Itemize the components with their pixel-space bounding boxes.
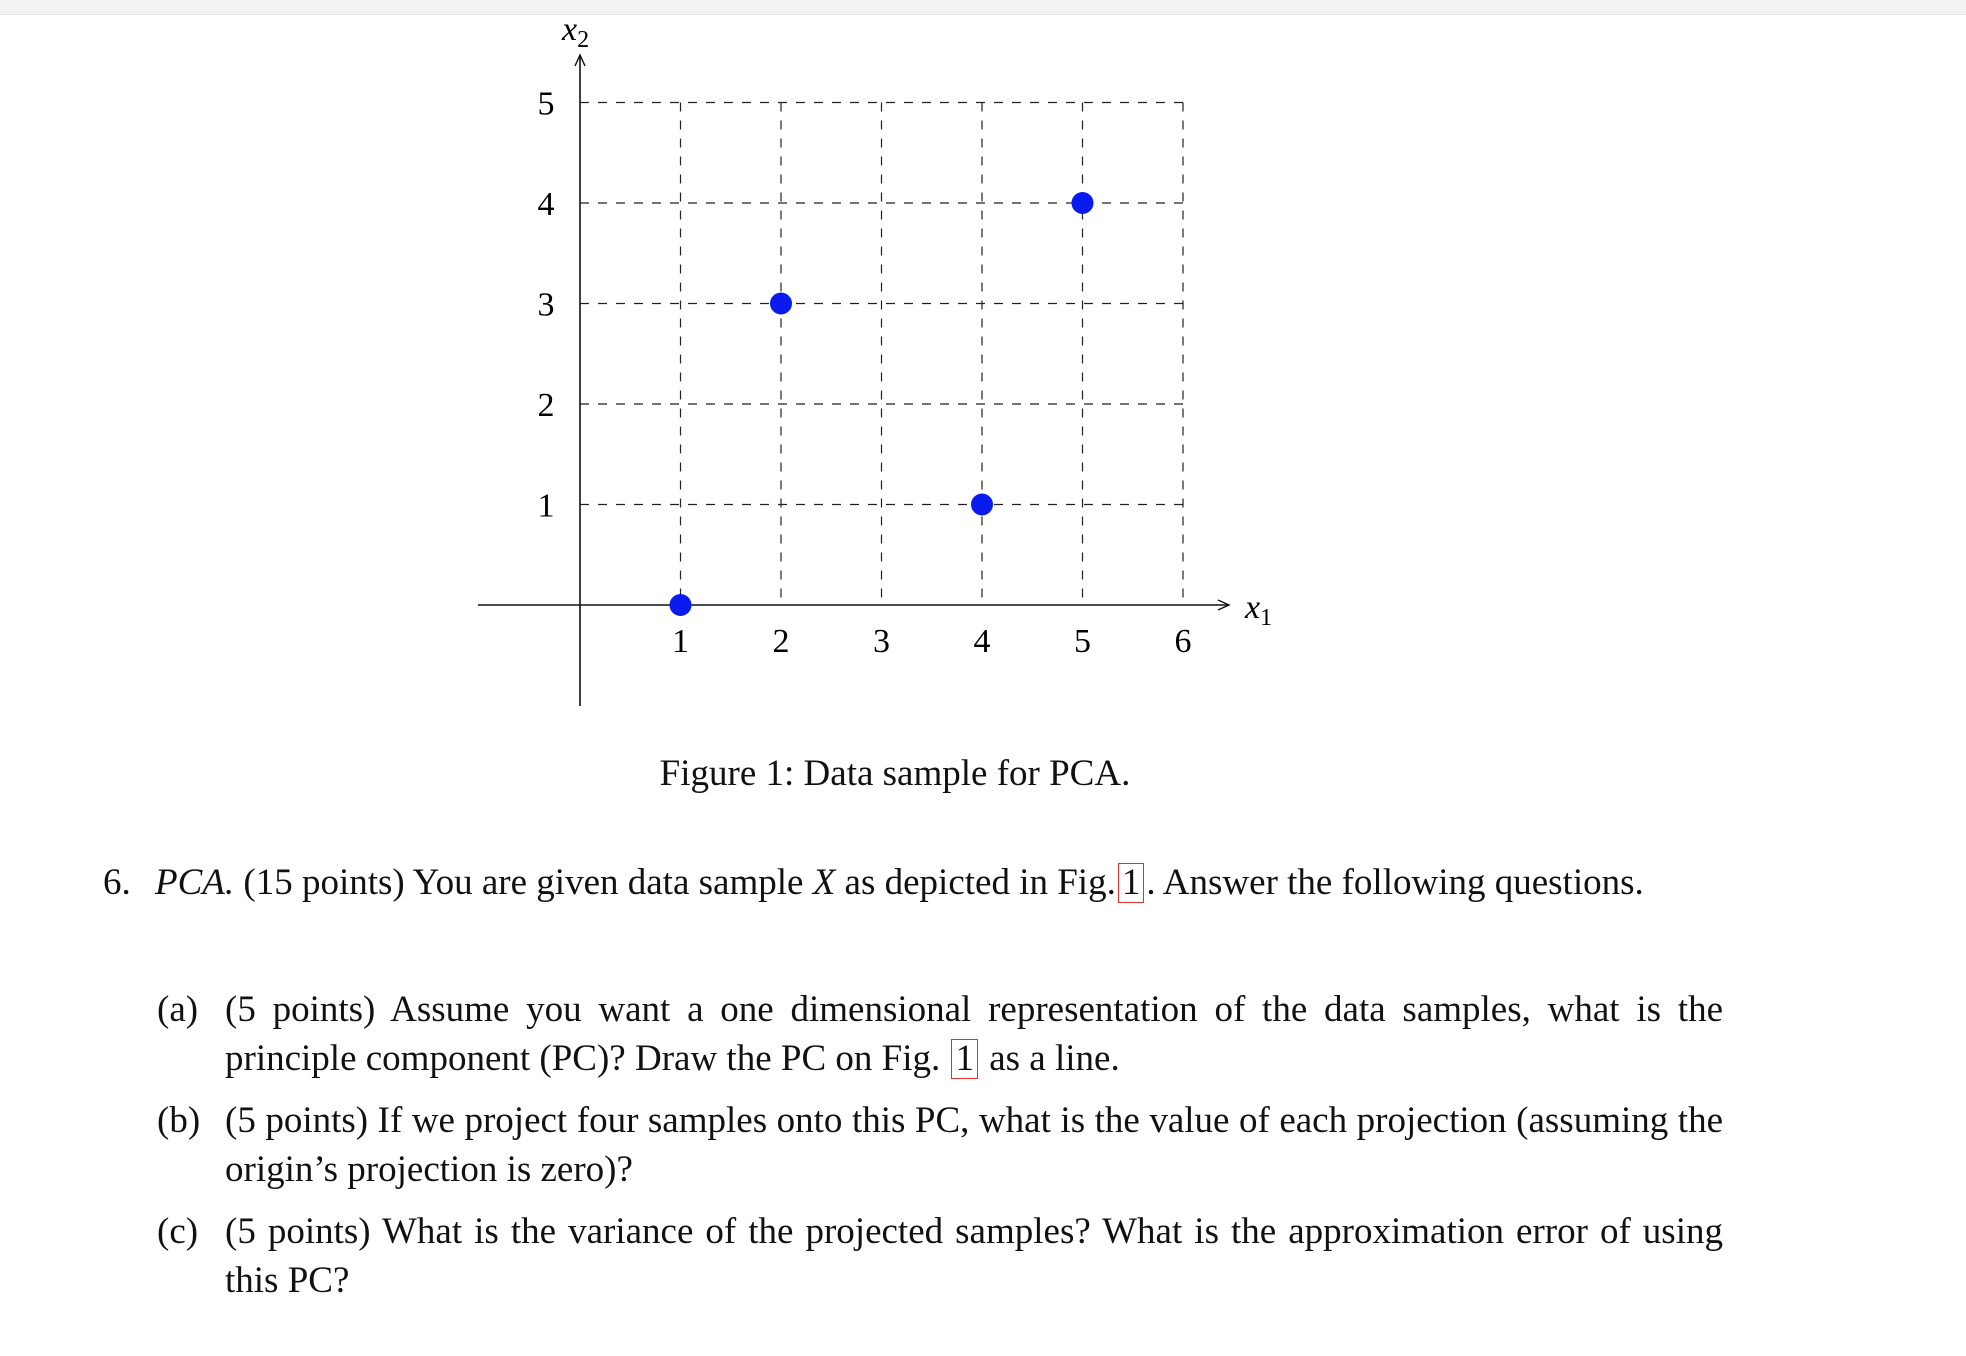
y-tick-label: 4 xyxy=(537,186,555,223)
axes xyxy=(478,11,1272,706)
subquestion-b xyxy=(157,1096,1723,1194)
data-point xyxy=(1072,192,1094,214)
question-text-3: . Answer the following questions. xyxy=(1146,862,1644,903)
x-tick-label: 4 xyxy=(973,623,991,660)
figure-reference-link[interactable]: 1 xyxy=(951,1039,978,1079)
subquestion-text: (5 points) What is the variance of the projected samples? What is the approximation error of using this PC? xyxy=(225,1211,1723,1301)
question-number: 6. xyxy=(103,862,131,903)
question-variable: X xyxy=(812,862,836,903)
x-tick-label: 2 xyxy=(772,623,790,660)
subquestion-a xyxy=(157,985,1723,1083)
y-tick-label: 2 xyxy=(537,387,555,424)
figure-caption: Figure 1: Data sample for PCA. xyxy=(659,753,1131,794)
subquestion-label: (b) xyxy=(157,1100,201,1141)
data-point xyxy=(670,594,692,616)
figure-reference-link[interactable]: 1 xyxy=(1118,863,1145,903)
x-tick-label: 5 xyxy=(1074,623,1091,660)
x-tick-label: 6 xyxy=(1174,623,1192,660)
y-axis-label: $x_2$ xyxy=(562,11,590,53)
x-axis-label: $x_1$ xyxy=(1245,589,1273,631)
question-title: PCA. xyxy=(155,862,235,903)
subquestion-label: (c) xyxy=(157,1211,199,1252)
x-tick-label: 3 xyxy=(873,623,890,660)
data-points xyxy=(670,192,1094,616)
question-body xyxy=(155,858,1723,907)
subquestion-c xyxy=(157,1207,1723,1305)
y-tick-label: 3 xyxy=(537,286,555,324)
question-text-1: (15 points) You are given data sample xyxy=(243,862,804,903)
tick-labels xyxy=(538,86,1192,661)
subquestion-text-end: as a line. xyxy=(989,1038,1120,1079)
subquestion-body xyxy=(225,985,1723,1083)
x-tick-label: 1 xyxy=(672,623,689,660)
data-point xyxy=(770,293,792,315)
y-tick-label: 1 xyxy=(537,487,555,525)
question-text-2: as depicted in Fig. xyxy=(844,862,1116,903)
subquestion-label: (a) xyxy=(157,989,199,1030)
subquestion-text: (5 points) Assume you want a one dimensional representation of the data samples, what is the principle component (PC)? Draw the PC on Fig. xyxy=(225,989,1723,1079)
question-6 xyxy=(103,858,1723,907)
subquestion-text: (5 points) If we project four samples onto this PC, what is the value of each projection (assuming the origin’s projection is zero)? xyxy=(225,1100,1723,1190)
y-tick-label: 5 xyxy=(537,85,555,123)
data-point xyxy=(971,494,993,516)
grid-lines xyxy=(580,103,1183,606)
